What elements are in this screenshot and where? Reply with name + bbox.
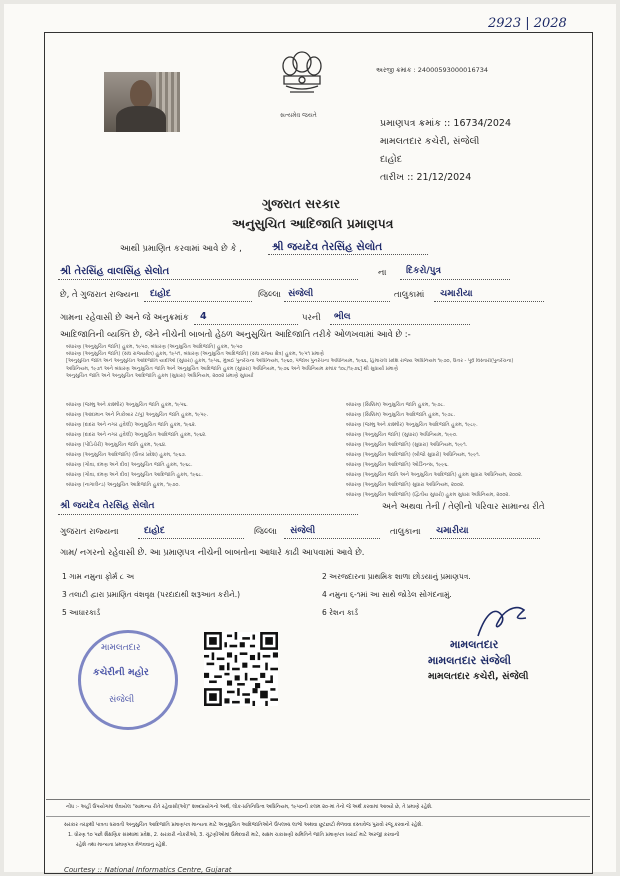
resident-name: શ્રી જયદેવ તેરસિંહ સેલોત	[60, 501, 155, 511]
district-label-2: જિલ્લા	[254, 527, 277, 537]
order-item: બંધારણ (આંદામાન અને નિકોબાર ટાપુ) અનુસુચિત જાતિ હુકમ, ૧૯૫૯.	[66, 412, 209, 418]
application-number: 24000593000016734	[417, 66, 488, 74]
order-item: બંધારણ (સિક્કિમ) અનુસુચિત જાતિ હુકમ, ૧૯૭૮.	[346, 402, 445, 408]
government-title: ગુજરાત સરકાર	[262, 196, 341, 211]
taluka-value-2: ચમારીયા	[436, 526, 469, 536]
document-item: 5 આધારકાર્ડ	[62, 608, 101, 617]
document-item: 6 રેશન કાર્ડ	[322, 608, 359, 617]
order-item: બંધારણ (ગોવા, દમણ અને દીવ) અનુસુચિત જાતિ હુકમ, ૧૯૬૮.	[66, 462, 193, 468]
orders-intro-line: અનુસુચિત જાતિ અને અનુસુચિત આદિજાતિ હુકમ (સુધારા) અધિનિયમ, ૨૦૦૨ પ્રમાણે સુધાર્યા	[66, 372, 254, 379]
family-text: અને અથવા તેની / તેણીનો પરિવાર સામાન્ય રીતે	[382, 502, 545, 512]
courtesy-line: Courtesy :: National Informatics Centre, Gujarat	[64, 866, 232, 874]
national-emblem-icon	[274, 46, 330, 110]
seal-line: કચેરીની મહોર	[93, 667, 149, 678]
signature-scribble-icon	[472, 602, 532, 642]
state-value-2: દાહોદ	[144, 526, 165, 536]
certificate-title: અનુસુચિત આદિજાતિ પ્રમાણપત્ર	[232, 216, 394, 231]
usage-note-3: રહેશે તથા માન્યતા પ્રમાણપત્ર મેળવવાનું રહેશે.	[76, 842, 168, 848]
order-item: બંધારણ (અનુસુચિત આદિજાતિ) (બીજો સુધારો) અધિનિયમ, ૧૯૯૧.	[346, 452, 481, 458]
applicant-photo	[104, 72, 180, 132]
taluka-value: ચમારીયા	[440, 289, 473, 299]
signatory-office: મામલતદાર સંજેલી	[428, 654, 511, 667]
orders-intro-line: બંધારણ (અનુસુચિત જાતિ) હુકમ, ૧૯૫૦, બંધારણ (અનુસુચિત આદિજાતિ) હુકમ, ૧૯૫૦	[66, 344, 243, 350]
order-item: બંધારણ (સિક્કિમ) અનુસુચિત આદિજાતિ હુકમ, ૧૯૭૮.	[346, 412, 456, 418]
order-item: બંધારણ (અનુસુચિત આદિજાતિ) સુધારા અધિનિયમ, ૨૦૦૨.	[346, 482, 465, 488]
issue-date: તારીખ :: 21/12/2024	[380, 172, 472, 183]
taluka-label-2: તાલુકાના	[390, 527, 421, 537]
district-label: જિલ્લા	[258, 290, 281, 300]
application-label: અરજી ક્રમાંક :	[376, 66, 416, 74]
certify-text: આથી પ્રમાણિત કરવામાં આવે છે કે ,	[120, 244, 242, 254]
orders-intro-line: અધિનિયમ, ૧૯૭૧ અને બંધારણ અનુસુચિત જાતિ અને અનુસુચિત આદિજાતિ હુકમ (સુધારા) અધિનિયમ, ૧૯૭૬ અને અધિનિયમ ક્રમાંક ૧૦૮/૧૯૭૬] થી સુધાર્યા પ્રમાણે	[66, 365, 398, 372]
state-label-2: ગુજરાત રાજ્યના	[60, 527, 119, 537]
signatory-designation: મામલતદાર	[450, 638, 499, 651]
document-item: 3 તલાટી દ્વારા પ્રમાણિત વંશવૃક્ષ (પરદાદાથી શરૂઆત કરીને.)	[62, 590, 241, 599]
certificate-number: પ્રમાણપત્ર ક્રમાંક :: 16734/2024	[380, 118, 511, 129]
father-name: શ્રી તેરસિંહ વાલસિંહ સેલોત	[60, 266, 170, 277]
state-value: દાહોદ	[150, 289, 171, 299]
district-value-2: સંજેલી	[290, 526, 316, 536]
applicant-name: શ્રી જયદેવ તેરસિંહ સેલોત	[272, 241, 383, 253]
orders-intro	[66, 344, 546, 380]
issuing-office: મામલતદાર કચેરી, સંજેલી	[380, 136, 480, 147]
office-seal	[78, 630, 178, 730]
certificate-page	[4, 4, 616, 872]
order-item: બંધારણ (અનુસુચિત આદિજાતિ) ઓર્ડિનન્સ, ૧૯૯૬.	[346, 462, 449, 468]
order-item: બંધારણ (અનુસુચિત આદિજાતિ) (સુધારા) અધિનિયમ, ૧૯૯૧.	[346, 442, 468, 448]
order-item: બંધારણ (અનુસુચિત આદિજાતિ) (ઉત્તર પ્રદેશ) હુકમ, ૧૯૬૭.	[66, 452, 187, 458]
order-item: બંધારણ (દાદરા અને નગર હવેલી) અનુસુચિત આદિજાતિ હુકમ, ૧૯૬૨.	[66, 432, 207, 438]
qr-code-icon	[204, 632, 278, 706]
tribe-label: પરની	[302, 313, 321, 323]
recognition-text: આદિજાતિની વ્યક્તિ છે, જેને નીચેની બાબતો હેઠળ અનુસુચિત આદિજાતિ તરીકે ઓળખવામાં આવે છે :-	[60, 330, 411, 340]
signatory-address: મામલતદાર કચેરી, સંજેલી	[428, 671, 529, 682]
tribe-value: ભીલ	[334, 312, 351, 322]
seal-line: સંજેલી	[109, 695, 135, 705]
footnote: નોંધ :- અહીં ઉપયોગમાં લેવાયેલ "સામાન્ય રીતે રહેવાસી(ઓ)" શબ્દપ્રયોગનો અર્થ, લોક-પ્રતિનિધિત્વ અધિનિયમ, ૧૯૫૦ની કલમ ૨૦-માં તેનો જે અર્થ કરવામાં આવ્યો છે, તે પ્રમાણે રહેશે.	[66, 804, 433, 810]
document-item: 2 અરજદારના પ્રાથમિક શાળા છોડયાનું પ્રમાણપત્ર.	[322, 572, 471, 581]
orders-right-list	[346, 400, 566, 500]
seal-line: મામલતદાર	[101, 643, 141, 653]
order-item: બંધારણ (અનુસુચિત જાતિ અને અનુસુચિત આદિજાતિ) હુકમ સુધારા અધિનિયમ, ૨૦૦૨.	[346, 472, 523, 478]
district-value: સંજેલી	[288, 289, 314, 299]
usage-note-1: સરકાર તરફથી પાત્રતા ધરાવતી અનુસુચિત આદિજાતિ પ્રમાણપત્ર માન્યતા માટે અનુસુચિત આદિજાતિઓને ઉપલબ્ધ લાભો અથવા છૂટછાટો મેળવવા દસ્તાવેજ પુરાવો રજૂ કરવાનો રહેશે.	[64, 822, 423, 828]
order-item: બંધારણ (નાગાલેન્ડ) અનુસુચિત આદિજાતિ હુકમ, ૧૯૭૦.	[66, 482, 180, 488]
orders-intro-line: [અનુસુચિત જાતિ અને અનુસુચિત આદિજાતિ યાદીઓ (સુધારા) હુકમ, ૧૯૫૬, મુંબઈ પુનર્રચના અધિનિયમ, ૧૯૬૦, પંજાબ પુનર્રચના અધિનિયમ, ૧૯૬૬, હિમાચલ પ્રદેશ રાજ્ય અધિનિયમ ૧૯૭૦, ઉત્તર - પૂર્વ વિસ્તારો(પુનર્રચના)	[66, 358, 514, 365]
relation-label: ના	[378, 268, 387, 278]
order-item: બંધારણ (જમ્મુ અને કાશ્મીર) અનુસુચિત આદિજાતિ હુકમ, ૧૯૮૯.	[346, 422, 478, 428]
serial-value: 4	[200, 311, 207, 322]
order-item: બંધારણ (જમ્મુ અને કાશ્મીર) અનુસુચિત જાતિ હુકમ, ૧૯૫૬.	[66, 402, 188, 408]
order-item: બંધારણ (ગોવા, દમણ અને દીવ) અનુસુચિત આદિજાતિ હુકમ, ૧૯૬૮.	[66, 472, 203, 478]
orders-intro-line: બંધારણ (અનુસુચિત જાતિ) (સંઘ રાજ્યક્ષેત્ર) હુકમ, ૧૯૫૧, બંધારણ (અનુસુચિત આદિજાતિ) (સંઘ રાજ્ય ક્ષેત્ર) હુકમ, ૧૯૫૧ પ્રમાણે	[66, 351, 324, 358]
taluka-label: તાલુકામાં	[394, 290, 425, 300]
emblem-motto: સત્યમેવ જયતે	[280, 112, 317, 119]
state-label: છે, તે ગુજરાત રાજ્યના	[60, 290, 139, 300]
order-item: બંધારણ (દાદરા અને નગર હવેલી) અનુસુચિત જાતિ હુકમ, ૧૯૬૨.	[66, 422, 197, 428]
order-item: બંધારણ (અનુસુચિત આદિજાતિ) (દ્વિતીય સુધારો) હુકમ સુધારા અધિનિયમ, ૨૦૦૨.	[346, 492, 510, 498]
document-item: 4 નમુના ૬-૧માં આ સાથે જોડેલ સોગંદનામું.	[322, 590, 452, 599]
relation-value: દિકરો/પુત્ર	[406, 266, 441, 276]
basis-text: ગામ/ નગરનો રહેવાસી છે. આ પ્રમાણપત્ર નીચેની બાબતોના આધારે કાઢી આપવામાં આવે છે.	[60, 548, 365, 558]
handwritten-inward-number: 2923 | 2028	[488, 16, 567, 31]
order-item: બંધારણ (પોંડિચેરી) અનુસુચિત જાતિ હુકમ, ૧૯૬૪.	[66, 442, 167, 448]
document-item: 1 ગામ નમુના ફોર્મ ૮ અ	[62, 572, 135, 581]
village-label: ગામના રહેવાસી છે અને જે અનુક્રમાંક	[60, 313, 189, 323]
order-item: બંધારણ (અનુસુચિત જાતિ) (સુધારા) અધિનિયમ, ૧૯૯૦.	[346, 432, 458, 438]
issuing-district: દાહોદ	[380, 154, 403, 165]
usage-note-2: 1. ધોરણ ૧૦ પછી શૈક્ષણિક સંસ્થામાં પ્રવેશ, 2. સરકારી નોકરીઓ, 3. ચૂંટણીઓમાં ઉમેદવારી માટે, સક્ષમ ચકાસણી સમિતિને જાતિ પ્રમાણપત્ર ખરાઈ માટે અરજી કરવાની	[68, 832, 400, 838]
orders-left-list	[66, 400, 286, 490]
